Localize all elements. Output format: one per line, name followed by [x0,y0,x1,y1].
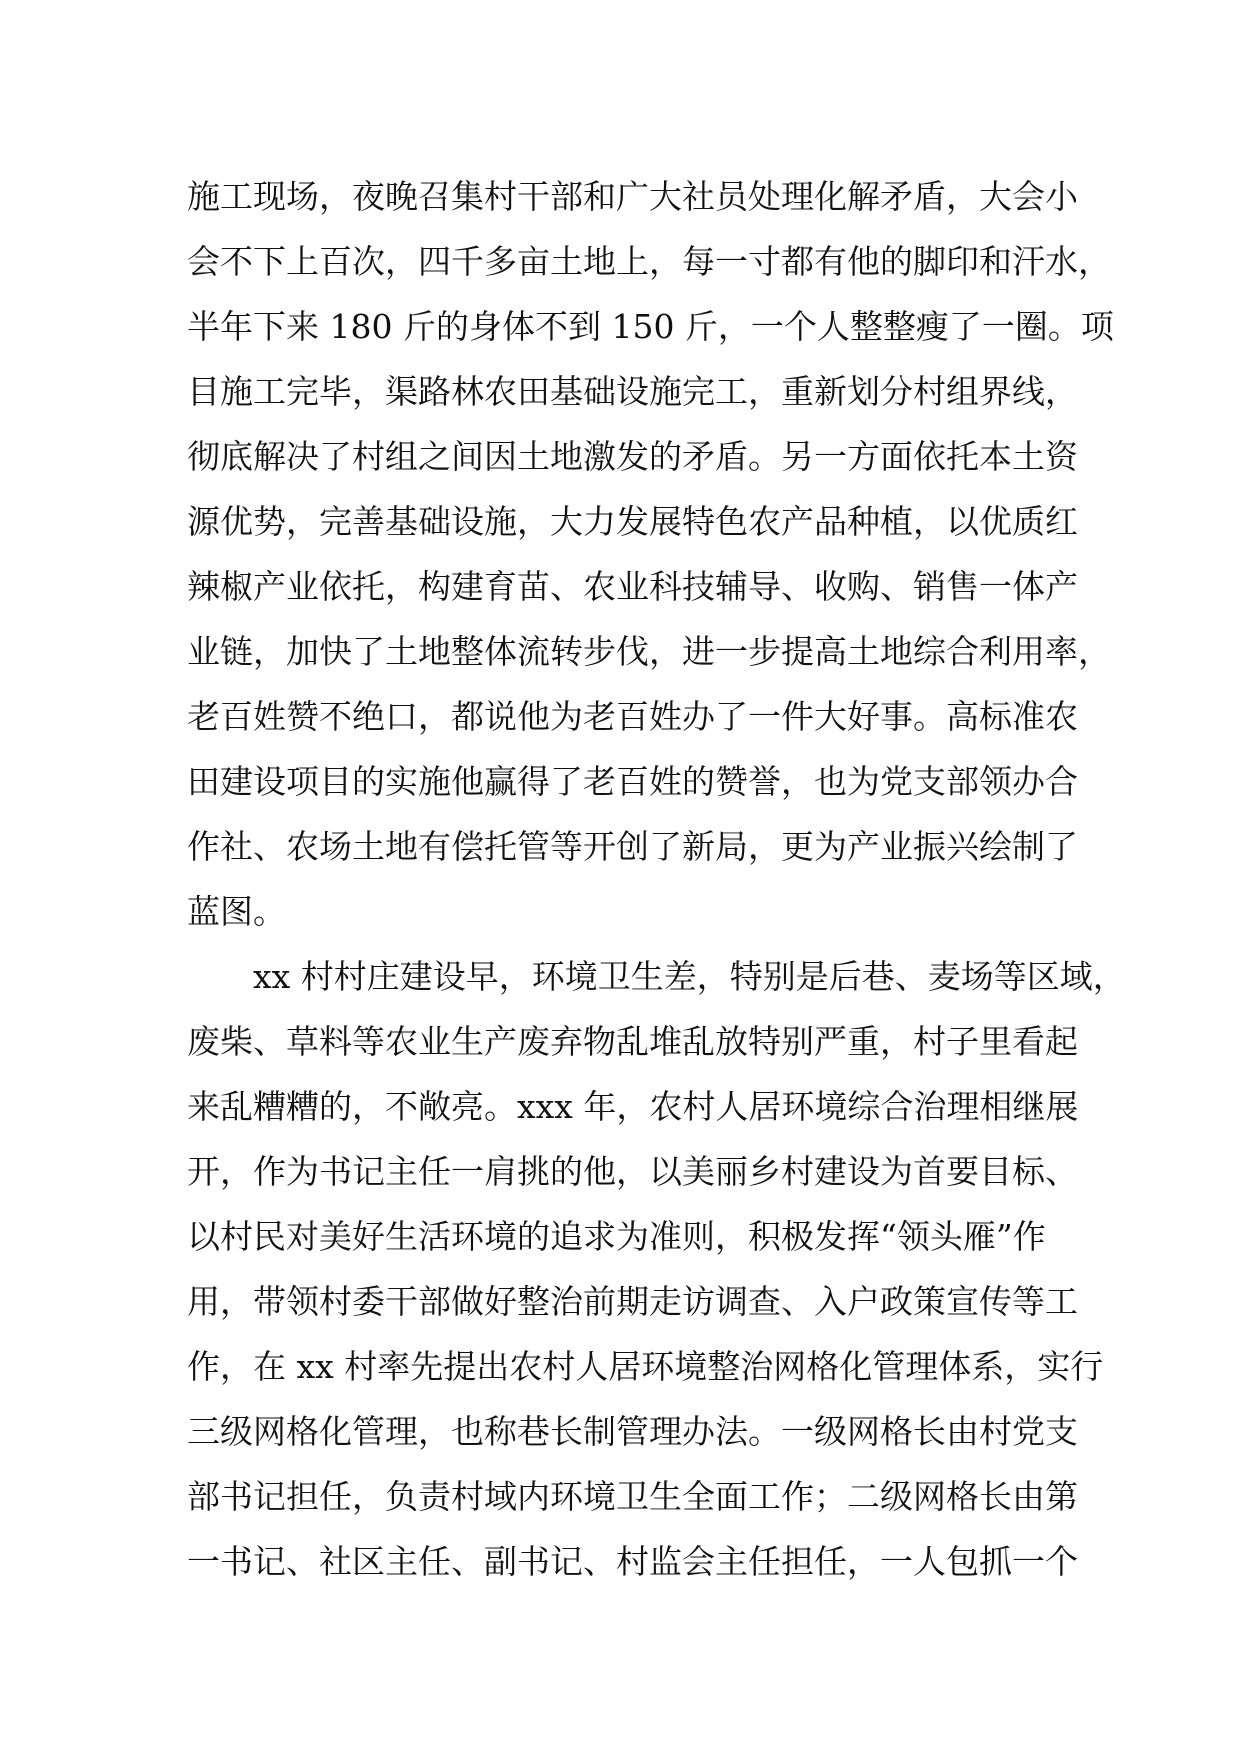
text-line: 源优势，完善基础设施，大力发展特色农产品种植，以优质红 [187,502,1078,541]
text-line: 彻底解决了村组之间因土地激发的矛盾。另一方面依托本土资 [187,437,1078,476]
text-line: 来乱糟糟的，不敞亮。xxx 年，农村人居环境综合治理相继展 [187,1087,1079,1126]
text-line: 用，带领村委干部做好整治前期走访调查、入户政策宣传等工 [187,1282,1078,1321]
body-text [187,164,1126,1594]
text-line: 田建设项目的实施他赢得了老百姓的赞誉，也为党支部领办合 [187,762,1078,801]
text-line: 目施工完毕，渠路林农田基础设施完工，重新划分村组界线， [187,372,1078,411]
text-line: 老百姓赞不绝口，都说他为老百姓办了一件大好事。高标准农 [187,697,1078,736]
text-line: 部书记担任，负责村域内环境卫生全面工作；二级网格长由第 [187,1477,1078,1516]
text-line: 作，在 xx 村率先提出农村人居环境整治网格化管理体系，实行 [187,1347,1104,1386]
paragraph-2 [187,944,1126,1594]
text-line: 废柴、草料等农业生产废弃物乱堆乱放特别严重，村子里看起 [187,1022,1078,1061]
text-line: 会不下上百次，四千多亩土地上，每一寸都有他的脚印和汗水， [187,242,1111,281]
text-line: 辣椒产业依托，构建育苗、农业科技辅导、收购、销售一体产 [187,567,1078,606]
text-line: 以村民对美好生活环境的追求为准则，积极发挥“领头雁”作 [187,1217,1046,1256]
text-line: 蓝图。 [187,892,286,931]
text-line: 作社、农场土地有偿托管等开创了新局，更为产业振兴绘制了 [187,827,1078,866]
text-line: 业链，加快了土地整体流转步伐，进一步提高土地综合利用率， [187,632,1111,671]
text-line: 半年下来 180 斤的身体不到 150 斤，一个人整整瘦了一圈。项 [187,307,1114,346]
text-line: xx 村村庄建设早，环境卫生差，特别是后巷、麦场等区域， [253,957,1126,996]
text-line: 施工现场，夜晚召集村干部和广大社员处理化解矛盾，大会小 [187,177,1078,216]
text-line: 一书记、社区主任、副书记、村监会主任担任，一人包抓一个 [187,1542,1078,1581]
paragraph-1 [187,164,1114,944]
text-line: 开，作为书记主任一肩挑的他，以美丽乡村建设为首要目标、 [187,1152,1078,1191]
text-line: 三级网格化管理，也称巷长制管理办法。一级网格长由村党支 [187,1412,1078,1451]
